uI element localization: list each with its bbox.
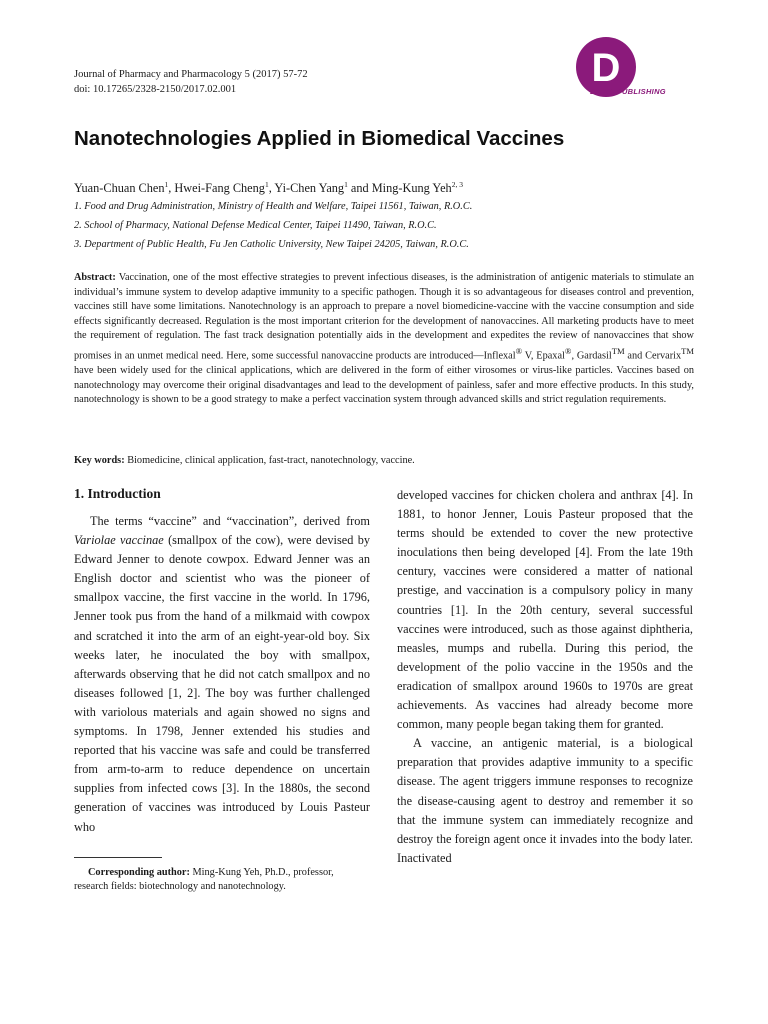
left-column [74,512,370,837]
author-list: Yuan-Chuan Chen$^1$, Hwei-Fang Cheng$^1$, Yi-Chen Yang$^1$ and Ming-Kung Yeh$^{2, 3}$ [74,180,463,196]
author-name: Yuan-Chuan Chen [74,181,165,196]
paper-title: Nanotechnologies Applied in Biomedical Vaccines [74,127,565,150]
paragraph: developed vaccines for chicken cholera and anthrax [4]. In 1881, to honor Jenner, Louis Pasteur proposed that the terms should be extended to cover the new protective inoculations then being developed [4]. From the late 19th century, vaccines were considered a matter of national prestige, and vaccination is a compulsory policy in many countries [1]. In the 20th century, several successful vaccines were introduced, such as those against diphtheria, measles, mumps and rubella. During this period, the development of the polio vaccine in the 1950s and the eradication of smallpox around 1960s to 1970s are great achievements. As vaccines had already become more common, many people began taking them for granted. [397,488,693,732]
affiliation-2: 2. School of Pharmacy, National Defense Medical Center, Taipei 11490, Taiwan, R.O.C. [74,220,437,231]
abstract: Abstract: Vaccination, one of the most effective strategies to prevent infectious diseases, is the administration of antigenic materials to stimulate an individual’s immune system to develop adaptive immunity to a specific pathogen. Though it is so advantageous for diseases control and prevention, vaccines still have some limitations. Nanotechnology is an approach to prepare a novel biomedicine-vaccine with the vaccine consumption and side effects significantly decreased. Regulation is the most important criterion for the development of nanovaccines. All marketing products have to meet the requirement of regulation. The fast track designation potentially aids in the development and expedites the review of nanovaccines that show promises in an unmet medical need. Here, some successful nanovaccine products are introduced—Inflexal® V, Epaxal®, Gardasil™ and Cervarix™ have been widely used for the clinical applications, which are delivered in the form of either virosomes or virus-like particles. Vaccines based on nanotechnology may overcome their original disadvantages and lead to the development of painless, safer and more effective products. In this study, nanotechnology is shown to be a good strategy to make a perfect vaccination system through advanced skills and strict regulation requirements. [74,272,695,406]
keywords-text: Biomedicine, clinical application, fast-tract, nanotechnology, vaccine. [127,455,415,466]
logo-letter: D [591,46,621,90]
author-name: Yi-Chen Yang [274,181,345,196]
publisher-name: DAVID PUBLISHING [590,87,666,96]
author-name: Ming-Kung Yeh [371,181,452,196]
keywords-label: Key words: [74,455,125,466]
footnote-divider [74,857,162,858]
journal-citation: Journal of Pharmacy and Pharmacology 5 (2017) 57-72 [74,69,308,80]
author-name: Hwei-Fang Cheng [174,181,265,196]
journal-header [74,67,308,97]
right-column [397,486,693,868]
section-heading: 1. Introduction [74,486,161,501]
author-affiliation-mark: 1 [164,180,169,189]
paragraph: A vaccine, an antigenic material, is a biological preparation that provides adaptive immunity to a specific disease. The agent triggers immune responses to recognize the disease-causing agent to destroy and remember it so that the immune system can immediately recognize and destroy the foreign agent once it invades into the body later. Inactivated [397,736,693,865]
author-affiliation-mark: 2, 3 [451,180,463,189]
author-affiliation-mark: 1 [344,180,348,189]
footnote-label: Corresponding author: [88,867,190,878]
affiliation-1: 1. Food and Drug Administration, Ministry of Health and Welfare, Taipei 11561, Taiwan, R.O.C. [74,201,473,212]
keywords [74,455,415,466]
author-affiliation-mark: 1 [264,180,269,189]
affiliation-3: 3. Department of Public Health, Fu Jen Catholic University, New Taipei 24205, Taiwan, R.O.C. [74,239,469,250]
paragraph: The terms “vaccine” and “vaccination”, derived from Variolae vaccinae (smallpox of the cow), were devised by Edward Jenner to denote cowpox. Edward Jenner was an English doctor and scientist who was the pioneer of smallpox vaccine, the first vaccine in the world. In 1796, Jenner took pus from the hand of a milkmaid with cowpox and scratched it into the arm of an eight-year-old boy. Six weeks later, he inoculated the boy with smallpox, afterwards observing that he did not catch smallpox and no diseases followed [1, 2]. The boy was further challenged with variolous materials and again showed no signs and symptoms. In 1798, Jenner extended his studies and reported that his vaccine was safe and could be transferred from arm-to-arm to reduce dependence on uncertain supplies from infected cows [3]. In the 1880s, the second generation of vaccines was introduced by Louis Pasteur who [74,514,370,834]
journal-doi: doi: 10.17265/2328-2150/2017.02.001 [74,84,237,95]
corresponding-author-note: Corresponding author: Ming-Kung Yeh, Ph.D., professor, research fields: biotechnology and nanotechnology. [74,867,334,892]
abstract-label: Abstract: [74,272,116,283]
